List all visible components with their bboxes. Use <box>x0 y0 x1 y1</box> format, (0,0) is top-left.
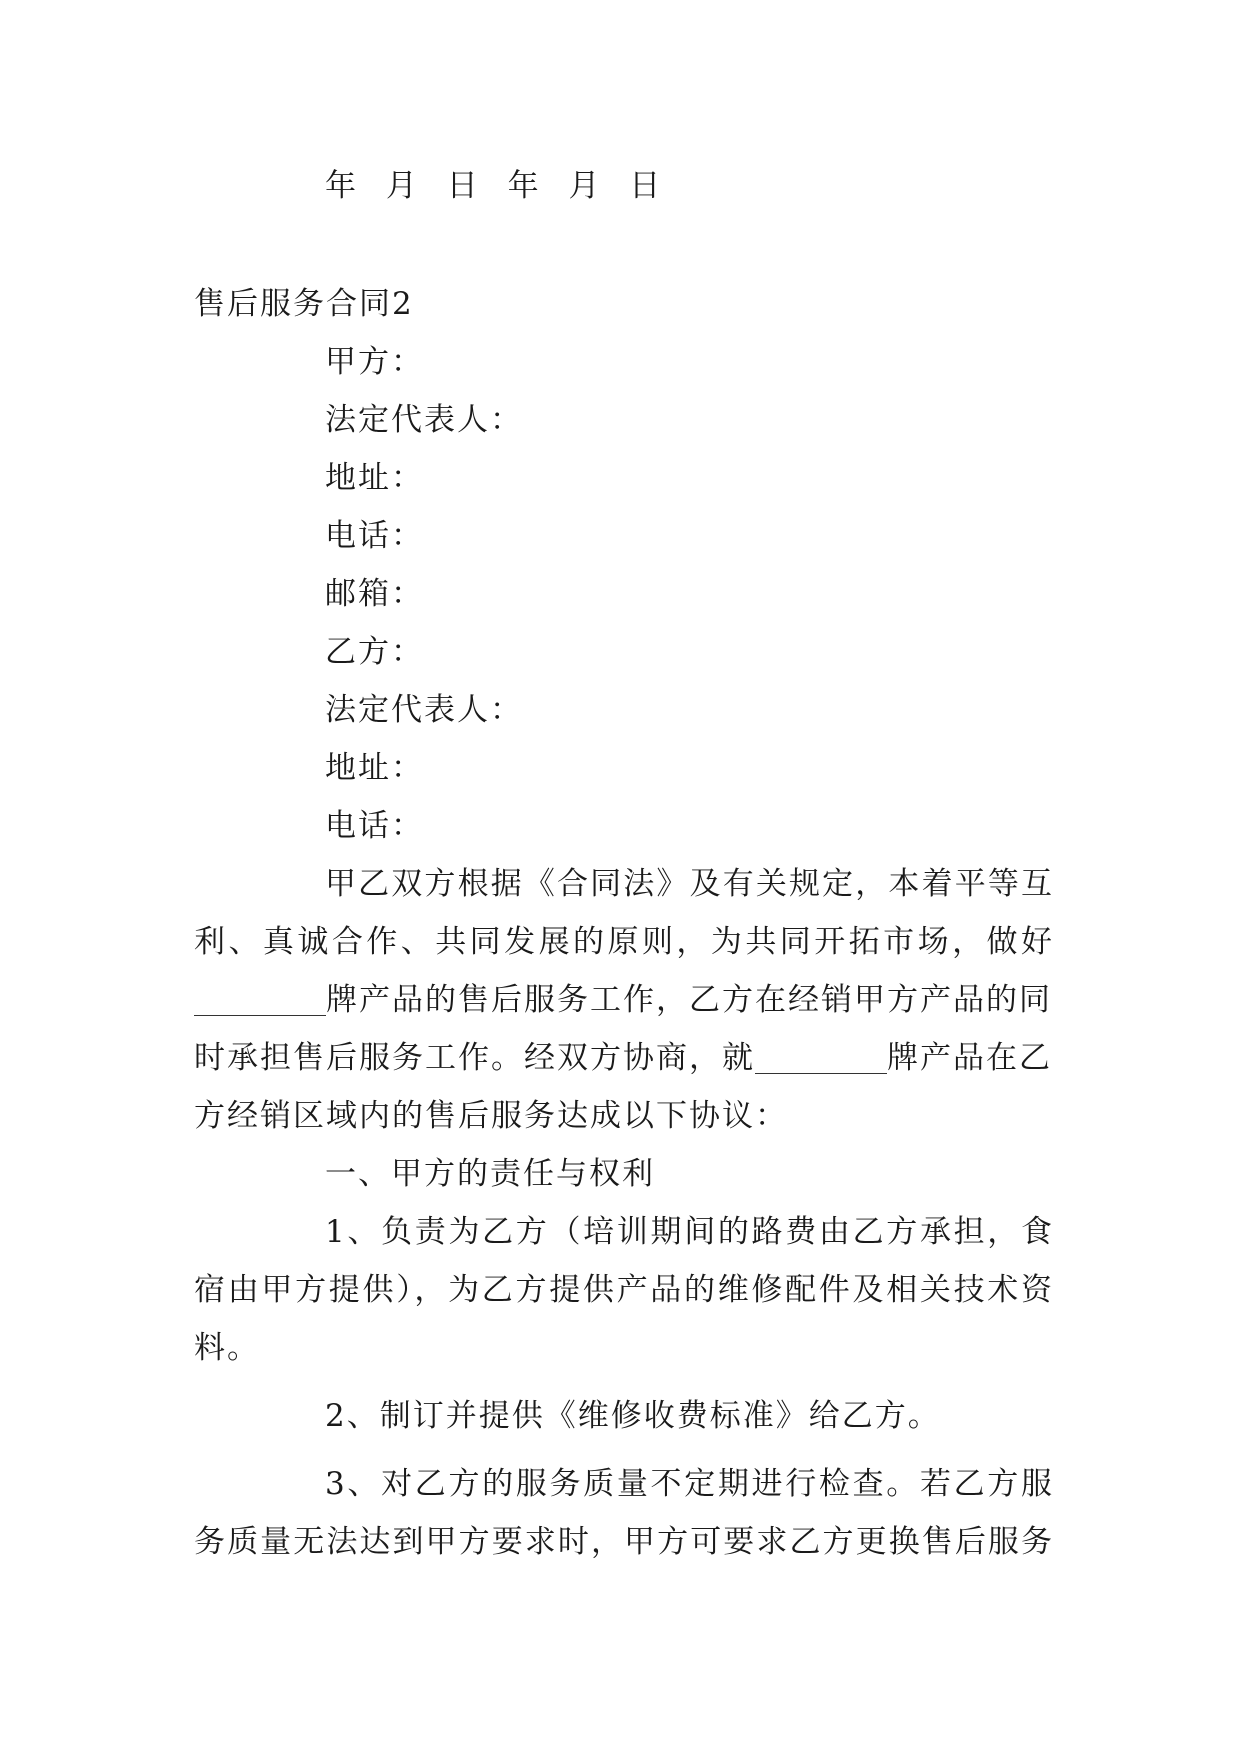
party-b-legal-rep: 法定代表人： <box>325 692 523 728</box>
item-1-line-1: 1、负责为乙方（培训期间的路费由乙方承担，食 <box>325 1214 1054 1250</box>
party-a-phone: 电话： <box>325 518 424 554</box>
party-a-email: 邮箱： <box>325 576 424 612</box>
item-3-line-2: 务质量无法达到甲方要求时，甲方可要求乙方更换售后服务 <box>194 1524 1054 1560</box>
intro-line-4: 时承担售后服务工作。经双方协商，就 牌产品在乙 <box>194 1040 1052 1076</box>
brand-blank-2 <box>755 1043 887 1074</box>
item-3-line-1: 3、对乙方的服务质量不定期进行检查。若乙方服 <box>325 1466 1054 1502</box>
party-a-label: 甲方： <box>325 344 424 380</box>
document-title: 售后服务合同2 <box>194 286 414 322</box>
intro-line-1: 甲乙双方根据《合同法》及有关规定，本着平等互 <box>325 866 1054 902</box>
item-1-line-2: 宿由甲方提供），为乙方提供产品的维修配件及相关技术资 <box>194 1272 1054 1308</box>
brand-blank-1 <box>194 985 326 1016</box>
party-a-address: 地址： <box>325 460 424 496</box>
date-day-1: 日 <box>446 168 478 204</box>
item-2: 2、制订并提供《维修收费标准》给乙方。 <box>325 1398 941 1434</box>
date-month-1: 月 <box>385 168 417 204</box>
date-year-1: 年 <box>325 168 356 204</box>
intro-line-3: 牌产品的售后服务工作，乙方在经销甲方产品的同 <box>194 980 1054 1020</box>
party-b-phone: 电话： <box>325 808 424 844</box>
party-a-legal-rep: 法定代表人： <box>325 402 523 438</box>
date-day-2: 日 <box>629 168 661 204</box>
intro-line-2: 利、真诚合作、共同发展的原则，为共同开拓市场，做好 <box>194 924 1054 960</box>
item-1-line-3: 料。 <box>194 1330 260 1366</box>
party-b-label: 乙方： <box>325 634 424 670</box>
signature-date-line <box>325 166 680 206</box>
party-b-address: 地址： <box>325 750 424 786</box>
intro-line-5: 方经销区域内的售后服务达成以下协议： <box>194 1098 788 1134</box>
date-month-2: 月 <box>568 168 600 204</box>
section-1-heading: 一、甲方的责任与权利 <box>325 1156 655 1192</box>
date-year-2: 年 <box>507 168 539 204</box>
